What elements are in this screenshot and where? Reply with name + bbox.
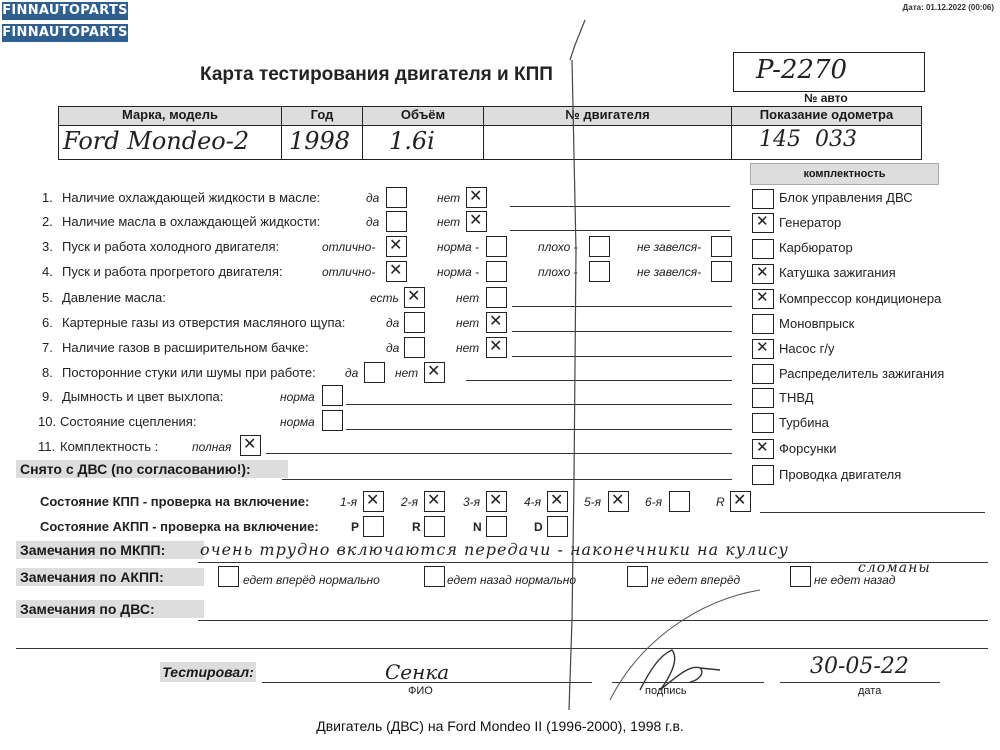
- option-label: норма: [280, 415, 315, 429]
- tester-name: Сенка: [385, 660, 450, 684]
- tested-date: 30-05-22: [810, 654, 909, 679]
- fio-caption: ФИО: [408, 685, 433, 697]
- pen-stroke: [610, 590, 760, 700]
- akpp-gear-label: D: [534, 520, 543, 534]
- option-label: нет: [456, 316, 480, 330]
- item-label: Состояние сцепления:: [60, 414, 197, 429]
- akpp-option-label: едет вперёд нормально: [243, 573, 380, 587]
- image-caption: Двигатель (ДВС) на Ford Mondeo II (1996-2000), 1998 г.в.: [316, 718, 684, 734]
- option-label: отлично-: [322, 240, 376, 254]
- kit-label: Компрессор кондиционера: [779, 291, 942, 306]
- volume-value: 1.6i: [389, 127, 435, 155]
- item-number: 3.: [42, 239, 53, 254]
- item-label: Картерные газы из отверстия масляного щупа:: [62, 315, 346, 330]
- item-label: Наличие охлаждающей жидкости в масле:: [62, 190, 321, 205]
- akpp-option-label: не едет вперёд: [651, 573, 741, 587]
- header-odometer: Показание одометра: [732, 107, 921, 126]
- brand-logo: FINNAUTOPARTS: [2, 3, 128, 18]
- kit-label: Проводка двигателя: [779, 467, 902, 482]
- form-title: Карта тестирования двигателя и КПП: [200, 64, 553, 85]
- akpp-option-label: едет назад нормально: [447, 573, 577, 587]
- option-label: полная: [192, 440, 232, 454]
- akpp-gear-label: R: [412, 520, 421, 534]
- item-number: 6.: [42, 315, 53, 330]
- mkpp-remarks-value-cont: сломаны: [858, 560, 931, 576]
- signature-icon: [640, 650, 720, 690]
- header-engine-no: № двигателя: [484, 107, 732, 126]
- item-label: Наличие газов в расширительном бачке:: [62, 340, 309, 355]
- option-label: норма: [280, 390, 315, 404]
- kit-label: Блок управления ДВС: [779, 190, 913, 205]
- item-label: Пуск и работа прогретого двигателя:: [62, 264, 283, 279]
- option-label: нет: [395, 366, 419, 380]
- option-label: да: [366, 191, 380, 205]
- option-label: да: [366, 215, 380, 229]
- kit-label: Генератор: [779, 215, 842, 230]
- signature-caption: подпись: [645, 685, 687, 697]
- option-label: не завелся-: [637, 265, 702, 279]
- gear-label: 1-я: [340, 495, 358, 509]
- kit-label: Турбина: [779, 415, 829, 430]
- item-number: 4.: [42, 264, 53, 279]
- kpp-label: Состояние КПП - проверка на включение:: [40, 494, 310, 509]
- item-number: 10.: [38, 414, 57, 429]
- item-label: Дымность и цвет выхлопа:: [62, 389, 224, 404]
- option-label: да: [345, 366, 359, 380]
- gear-label: 2-я: [401, 495, 419, 509]
- gear-label: 6-я: [645, 495, 663, 509]
- item-number: 8.: [42, 365, 53, 380]
- option-label: не завелся-: [637, 240, 702, 254]
- item-number: 2.: [42, 214, 53, 229]
- item-label: Наличие масла в охлаждающей жидкости:: [62, 214, 321, 229]
- item-label: Комплектность :: [60, 439, 159, 454]
- tested-label: Тестировал:: [160, 662, 256, 682]
- header-make-model: Марка, модель: [59, 107, 282, 126]
- option-label: есть: [370, 291, 399, 305]
- kit-label: Форсунки: [779, 441, 837, 456]
- option-label: плохо -: [538, 240, 578, 254]
- gear-label: 3-я: [463, 495, 481, 509]
- make-model-value: Ford Mondeo-2: [63, 127, 250, 155]
- akpp-gear-label: P: [351, 520, 360, 534]
- dvs-remarks-label: Замечания по ДВС:: [16, 600, 204, 618]
- pen-stroke: [569, 20, 585, 710]
- item-number: 9.: [42, 389, 53, 404]
- kit-label: Распределитель зажигания: [779, 366, 945, 381]
- option-label: нет: [437, 215, 461, 229]
- kit-label: Насос г/у: [779, 341, 835, 356]
- item-label: Пуск и работа холодного двигателя:: [62, 239, 280, 254]
- option-label: норма -: [437, 265, 480, 279]
- option-label: нет: [456, 341, 480, 355]
- option-label: отлично-: [322, 265, 376, 279]
- date-caption: дата: [858, 685, 882, 697]
- gear-label: 5-я: [584, 495, 602, 509]
- item-number: 7.: [42, 340, 53, 355]
- option-label: да: [386, 341, 400, 355]
- kit-label: Карбюратор: [779, 240, 853, 255]
- odometer-value: 145 033: [759, 127, 857, 152]
- year-value: 1998: [289, 127, 351, 155]
- kit-label: ТНВД: [779, 390, 814, 405]
- option-label: норма -: [437, 240, 480, 254]
- auto-number-value: P-2270: [756, 55, 848, 85]
- item-number: 5.: [42, 290, 53, 305]
- removed-section-label: Снято с ДВС (по согласованию!):: [16, 460, 288, 478]
- kit-label: Катушка зажигания: [779, 265, 896, 280]
- kit-header: комплектность: [750, 163, 939, 185]
- item-label: Давление масла:: [62, 290, 166, 305]
- option-label: да: [386, 316, 400, 330]
- option-label: плохо -: [538, 265, 578, 279]
- item-number: 1.: [42, 190, 53, 205]
- akpp-label: Состояние АКПП - проверка на включение:: [40, 519, 319, 534]
- akpp-option-label: не едет назад: [814, 573, 896, 587]
- mkpp-remarks-value: очень трудно включаются передачи - наконечники на кулису: [200, 540, 789, 559]
- option-label: нет: [437, 191, 461, 205]
- gear-label: R: [716, 495, 725, 509]
- kit-label: Моновпрыск: [779, 316, 855, 331]
- header-year: Год: [282, 107, 363, 126]
- brand-logo-secondary: FINNAUTOPARTS: [2, 25, 128, 40]
- mkpp-remarks-label: Замечания по МКПП:: [16, 541, 204, 559]
- header-volume: Объём: [363, 107, 484, 126]
- auto-number-label: № авто: [804, 91, 848, 105]
- item-label: Посторонние стуки или шумы при работе:: [62, 365, 316, 380]
- option-label: нет: [456, 291, 480, 305]
- akpp-remarks-label: Замечания по АКПП:: [16, 568, 204, 586]
- print-date: Дата: 01.12.2022 (00:06): [902, 3, 994, 12]
- akpp-gear-label: N: [473, 520, 482, 534]
- gear-label: 4-я: [524, 495, 542, 509]
- item-number: 11.: [38, 439, 56, 454]
